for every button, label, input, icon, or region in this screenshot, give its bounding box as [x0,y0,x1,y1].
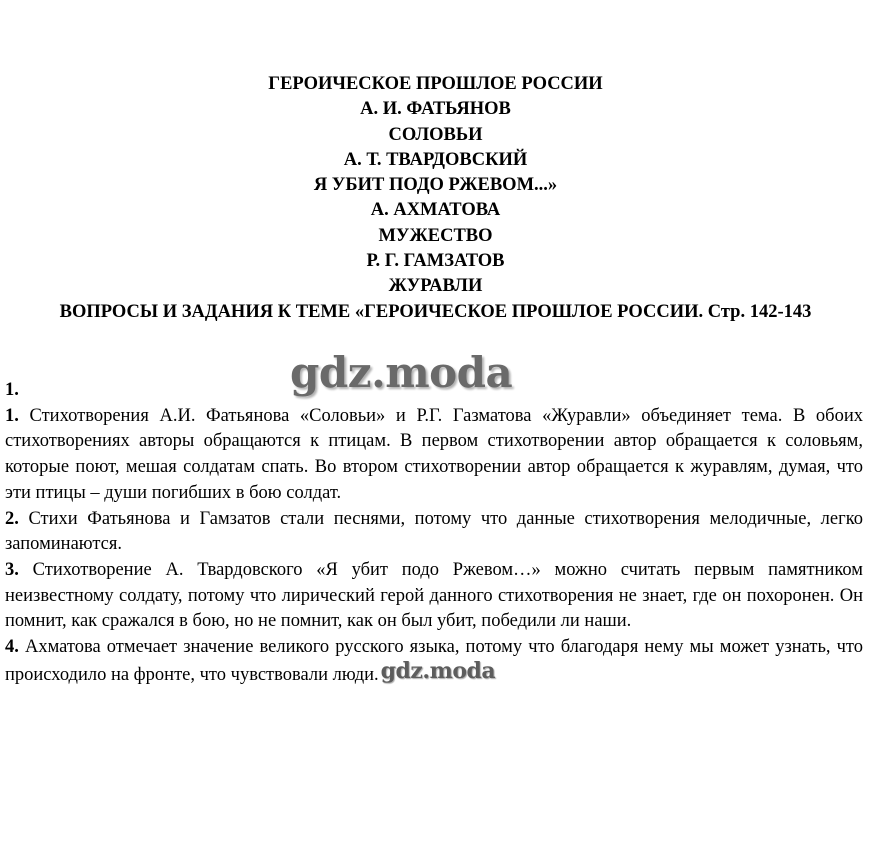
answer-text: Стихи Фатьянова и Гамзатов стали песнями, потому что данные стихотворения мелодичные, легко запоминаются. [5,508,864,555]
header-line-title-solovyi: СОЛОВЬИ [388,124,483,145]
answer-number: 1. [5,405,19,426]
answer-number: 2. [5,508,19,529]
header-line-title-zhuravli: ЖУРАВЛИ [388,276,483,297]
header-line-title-muzhestvo: МУЖЕСТВО [378,225,493,246]
answer-number: 3. [5,559,19,580]
header-line-title-ya-ubit: Я УБИТ ПОДО РЖЕВОМ...» [313,175,558,196]
answer-text: Ахматова отмечает значение великого русского языка, потому что благодаря нему мы может узнать, что происходило на фронте, что чувствовали люди. [5,637,864,685]
watermark-logo-small: gdz.moda [380,657,496,684]
answers-body [5,378,863,688]
header-line-author-tvardovsky: А. Т. ТВАРДОВСКИЙ [343,149,528,170]
answer-item [5,558,863,635]
header-line-author-fatyanov: А. И. ФАТЬЯНОВ [360,99,511,120]
answer-text: Стихотворения А.И. Фатьянова «Соловьи» и Р.Г. Газматова «Журавли» объединяет тема. В обоих стихотворениях авторы обращаются к птицам. В первом стихотворении автор обращается к соловьям, которые поют, мешая солдатам спать. Во втором стихотворении автор обращается к журавлям, думая, что эти птицы – души погибших в бою солдат. [5,405,863,503]
document-header [0,72,871,325]
answer-text: Стихотворение А. Твардовского «Я убит подо Ржевом…» можно считать первым памятником неизвестному солдату, потому что лирический герой данного стихотворения не знает, где он похоронен. Он помнит, как сражался в бою, но не помнит, как он был убит, победили ли наши. [5,559,863,632]
header-line-author-akhmatova: А. АХМАТОВА [370,200,501,221]
header-line-questions-title: ВОПРОСЫ И ЗАДАНИЯ К ТЕМЕ «ГЕРОИЧЕСКОЕ ПРОШЛОЕ РОССИИ. Стр. 142-143 [59,301,812,322]
header-line-theme: ГЕРОИЧЕСКОЕ ПРОШЛОЕ РОССИИ [268,74,603,94]
section-number: 1. [5,380,19,400]
answer-item [5,507,863,558]
answer-number: 4. [5,637,19,658]
header-line-author-gamzatov: Р. Г. ГАМЗАТОВ [366,251,505,272]
answer-item [5,404,863,507]
watermark-logo: gdz.moda [290,348,513,397]
answer-item [5,635,863,688]
